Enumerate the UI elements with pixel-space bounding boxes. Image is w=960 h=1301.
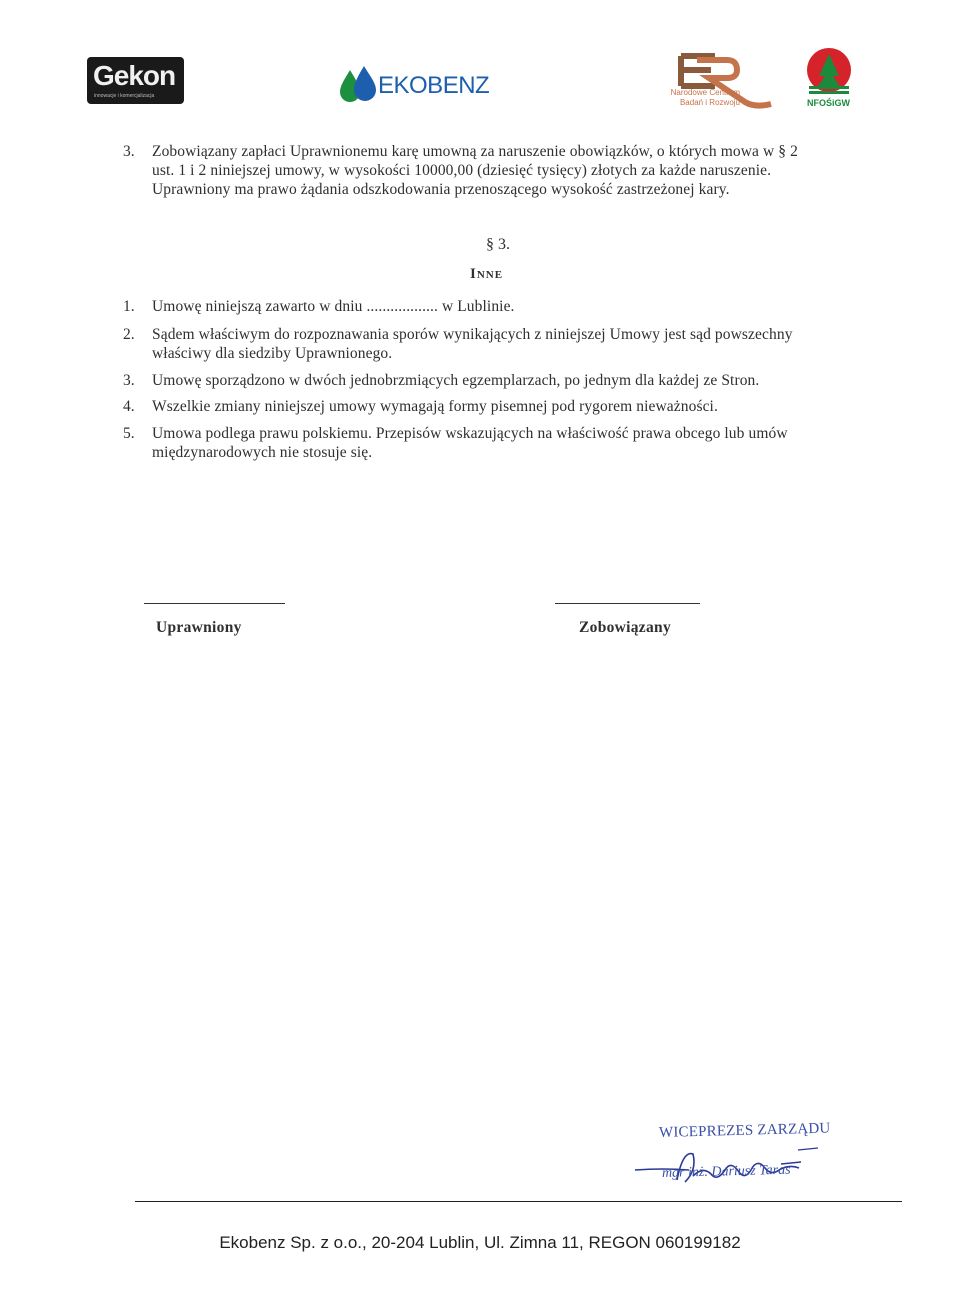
stamp-title: WICEPREZES ZARZĄDU — [658, 1120, 831, 1141]
intro-item-number: 3. — [123, 143, 135, 160]
nfosigw-logo — [803, 46, 855, 110]
item-4-number: 4. — [123, 398, 135, 415]
item-1-text: Umowę niniejszą zawarto w dniu .................. w Lublinie. — [152, 298, 515, 315]
ncbr-logo-text — [660, 88, 740, 108]
ncbr-logo-line1: Narodowe Centrum — [670, 88, 740, 97]
footer-divider — [135, 1201, 902, 1202]
item-4-text: Wszelkie zmiany niniejszej umowy wymagają formy pisemnej pod rygorem nieważności. — [152, 398, 718, 415]
signature-label-right: Zobowiązany — [579, 619, 672, 636]
ncbr-logo-line2: Badań i Rozwoju — [679, 98, 740, 107]
intro-item-line-2: ust. 1 i 2 niniejszej umowy, w wysokości 10000,00 (dziesięć tysięcy) złotych za każde naruszenie. — [152, 162, 772, 179]
item-5-line-2: międzynarodowych nie stosuje się. — [152, 444, 373, 461]
ekobenz-logo-text: EKOBENZ — [378, 72, 490, 99]
item-5-line-1: Umowa podlega prawu polskiemu. Przepisów wskazujących na właściwość prawa obcego lub umów — [152, 425, 788, 442]
section-title: Inne — [470, 266, 504, 282]
signature-label-left: Uprawniony — [156, 619, 242, 636]
signature-line-right — [555, 603, 700, 604]
item-3-text: Umowę sporządzono w dwóch jednobrzmiących egzemplarzach, po jednym dla każdej ze Stron. — [152, 372, 760, 389]
stamp-name: mgr inż. Dariusz Taras — [661, 1162, 791, 1181]
water-drops-icon — [338, 64, 378, 104]
nfosigw-emblem-icon — [803, 46, 855, 98]
item-2-number: 2. — [123, 326, 135, 343]
ekobenz-logo — [338, 64, 490, 104]
intro-item-line-1: Zobowiązany zapłaci Uprawnionemu karę umowną za naruszenie obowiązków, o których mowa w § 2 — [152, 143, 798, 160]
item-5-number: 5. — [123, 425, 135, 442]
footer-company-info: Ekobenz Sp. z o.o., 20-204 Lublin, Ul. Zimna 11, REGON 060199182 — [219, 1233, 741, 1252]
nfosigw-logo-text: NFOŚiGW — [807, 98, 850, 108]
item-1-number: 1. — [123, 298, 135, 315]
item-2-line-2: właściwy dla siedziby Uprawnionego. — [152, 345, 393, 362]
gekon-logo-text: Gekon — [93, 60, 176, 91]
signature-line-left — [144, 603, 285, 604]
ncbr-logo — [660, 52, 775, 112]
intro-item-line-3: Uprawniony ma prawo żądania odszkodowania przenoszącego wysokość zastrzeżonej kary. — [152, 181, 730, 198]
item-2-line-1: Sądem właściwym do rozpoznawania sporów wynikających z niniejszej Umowy jest sąd powszechny — [152, 326, 793, 343]
gekon-logo-tagline: innowacje i komercjalizacja — [94, 93, 155, 99]
gekon-logo — [87, 57, 184, 104]
section-number: § 3. — [486, 236, 510, 253]
item-3-number: 3. — [123, 372, 135, 389]
